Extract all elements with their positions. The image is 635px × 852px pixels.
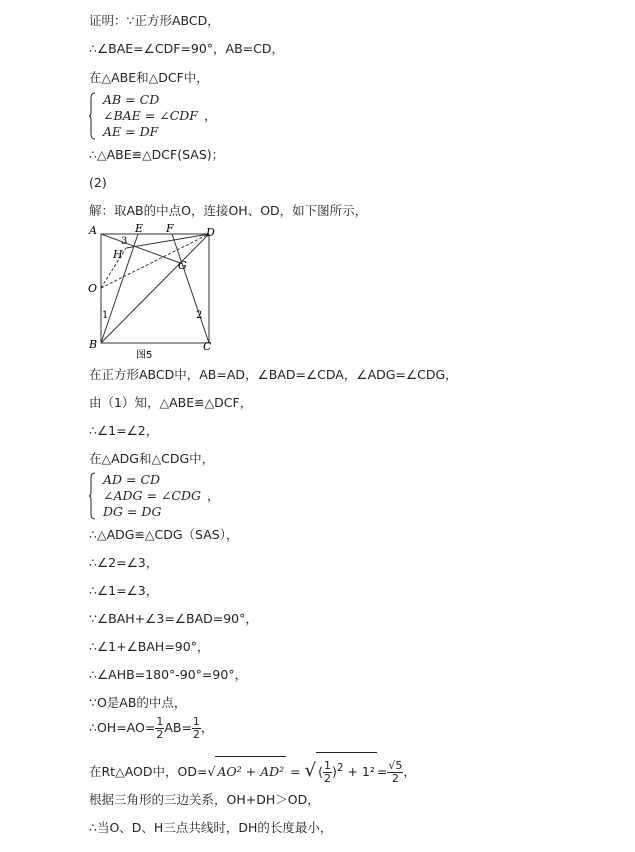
line-bah-sum: ∵∠BAH+∠3=∠BAD=90°， xyxy=(89,611,258,626)
figure-caption: 图5 xyxy=(136,350,153,361)
fraction-num: 1 xyxy=(156,715,164,728)
fraction-num-2: 1 xyxy=(192,715,200,728)
label-g: G xyxy=(178,259,187,272)
fraction-den: 2 xyxy=(156,728,164,741)
oh-pre: ∴OH=AO= xyxy=(89,720,156,735)
brace-icon xyxy=(89,92,96,140)
line-angle1-eq-angle2: ∴∠1=∠2， xyxy=(89,423,159,438)
oh-mid: AB= xyxy=(164,720,192,735)
line-congruent-1: ∴△ABE≌△DCF(SAS)； xyxy=(89,147,225,162)
od-plus: + 1² xyxy=(343,764,375,780)
system1-row-3: AE = DF xyxy=(103,124,159,139)
oh-post: ， xyxy=(200,720,214,735)
brace-icon xyxy=(89,472,96,520)
label-2: 2 xyxy=(196,310,203,321)
label-b: B xyxy=(89,338,98,351)
od-eq2: = xyxy=(376,764,388,780)
line-part-2: (2) xyxy=(89,175,107,190)
od-post: ， xyxy=(403,764,416,780)
label-d: D xyxy=(206,226,215,239)
system1-tail: ， xyxy=(203,108,217,123)
fraction-den-2: 2 xyxy=(192,728,200,741)
line-collinear-min: ∴当O、D、H三点共线时，DH的长度最小， xyxy=(89,820,333,835)
sqrt-symbol: √ xyxy=(207,764,216,780)
label-f: F xyxy=(166,222,174,235)
line-congruent-2: ∴△ADG≌△CDG（SAS）， xyxy=(89,527,239,542)
fraction-num-3: 1 xyxy=(323,759,331,773)
label-3: 3 xyxy=(121,236,128,247)
od-pre: 在Rt△AOD中，OD= xyxy=(89,764,208,780)
system1-row-2-text: ∠BAE = ∠CDF xyxy=(103,108,198,123)
sqrt-symbol-2: √ xyxy=(304,760,317,782)
fraction-half-3 xyxy=(323,760,332,785)
label-e: E xyxy=(135,222,144,235)
line-from-part1: 由（1）知，△ABE≌△DCF， xyxy=(89,395,253,410)
label-h: H xyxy=(113,248,123,261)
line-angle2-eq-angle3: ∴∠2=∠3， xyxy=(89,555,159,570)
line-oh-equals xyxy=(89,715,213,741)
line-od-length xyxy=(89,752,416,787)
fraction-half-2 xyxy=(192,716,201,741)
system2-row-3: DG = DG xyxy=(103,504,162,519)
sqrt-half-sq: ( $\frac{1}{2}$ )$^2$ + 1² xyxy=(316,752,377,787)
system2-row-2-text: ∠ADG = ∠CDG xyxy=(103,488,201,503)
label-o: O xyxy=(88,282,98,295)
line-in-adg-cdg: 在△ADG和△CDG中， xyxy=(89,451,215,466)
label-1: 1 xyxy=(102,310,109,321)
line-o-midpoint: ∵O是AB的中点， xyxy=(89,695,187,710)
line-angles-equal: ∴∠BAE=∠CDF=90°，AB=CD， xyxy=(89,41,284,56)
geometry-figure xyxy=(86,222,216,362)
od-eq: = xyxy=(286,764,305,780)
system2-row-1: AD = CD xyxy=(103,472,161,487)
line-in-square: 在正方形ABCD中，AB=AD，∠BAD=∠CDA，∠ADG=∠CDG， xyxy=(89,367,458,382)
line-proof-start: 证明：∵正方形ABCD， xyxy=(89,13,220,28)
fraction-half xyxy=(155,716,164,741)
sqrt-ao-ad: AO² + AD² xyxy=(215,756,286,787)
system2-tail: ， xyxy=(206,488,220,503)
line-triangle-inequality: 根据三角形的三边关系，OH+DH＞OD， xyxy=(89,792,320,807)
line-in-triangles: 在△ABE和△DCF中， xyxy=(89,70,209,85)
segment-cf xyxy=(172,234,209,343)
line-solution-start: 解：取AB的中点O，连接OH、OD，如下图所示， xyxy=(89,203,368,218)
segment-od xyxy=(101,234,209,288)
system1-row-2 xyxy=(103,108,216,124)
fraction-sqrt5-over-2 xyxy=(387,760,403,785)
line-angle1-eq-angle3: ∴∠1=∠3， xyxy=(89,583,159,598)
system2-row-2 xyxy=(103,488,220,504)
line-ahb-90: ∴∠AHB=180°-90°=90°， xyxy=(89,667,248,682)
fraction-sqrt5: √5 xyxy=(388,759,403,773)
system1-row-1: AB = CD xyxy=(103,92,160,107)
line-angle-sum-90: ∴∠1+∠BAH=90°， xyxy=(89,639,210,654)
fraction-den-3: 2 xyxy=(323,772,331,786)
fraction-den-4: 2 xyxy=(391,772,399,786)
label-a: A xyxy=(89,224,97,237)
label-c: C xyxy=(203,340,212,353)
